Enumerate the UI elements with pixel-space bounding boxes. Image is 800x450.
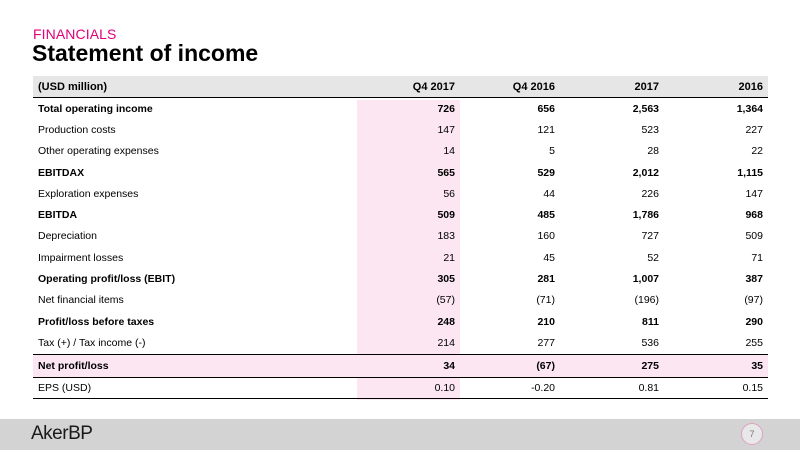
cell-2016: 509 [745, 230, 763, 243]
cell-2016: 1,115 [737, 166, 763, 179]
cell-2016: 1,364 [736, 102, 763, 115]
cell-q4-2017: 34 [443, 359, 455, 372]
page-title: Statement of income [32, 40, 259, 66]
cell-q4-2016: 44 [543, 187, 555, 200]
cell-q4-2017: 214 [437, 336, 455, 349]
table-body [33, 98, 768, 399]
cell-q4-2016: -0.20 [531, 381, 555, 394]
cell-2016: 227 [745, 123, 763, 136]
row-label: Tax (+) / Tax income (-) [38, 336, 146, 349]
row-label: EBITDAX [38, 166, 85, 179]
cell-2017: 811 [642, 315, 659, 328]
cell-2017: 1,786 [632, 209, 659, 222]
cell-2017: 727 [641, 230, 659, 243]
cell-2016: 290 [745, 315, 763, 328]
cell-q4-2016: 485 [537, 209, 555, 222]
row-label: Other operating expenses [38, 145, 159, 158]
row-label: Net financial items [38, 294, 124, 307]
cell-q4-2016: 277 [537, 336, 555, 349]
akerbp-logo [31, 423, 92, 445]
row-label: EBITDA [38, 209, 78, 222]
column-header-2016: 2016 [738, 80, 763, 93]
column-header-q4-2017: Q4 2017 [412, 80, 455, 93]
table-row [33, 98, 768, 119]
table-header-row [33, 76, 768, 98]
table-row [33, 290, 768, 311]
cell-2016: 147 [745, 187, 763, 200]
cell-2016: 387 [745, 273, 763, 286]
cell-q4-2017: 509 [437, 209, 455, 222]
cell-q4-2016: 121 [537, 123, 555, 136]
page-number-badge: 7 [741, 423, 763, 445]
cell-q4-2016: 210 [537, 315, 555, 328]
column-header-q4-2016: Q4 2016 [512, 80, 555, 93]
cell-2017: 523 [641, 123, 659, 136]
logo-aker-text: Aker [31, 423, 69, 444]
table-row [33, 119, 768, 140]
table-row [33, 247, 768, 268]
section-kicker: FINANCIALS [33, 26, 117, 42]
table-row [33, 226, 768, 247]
cell-2016: 0.15 [742, 381, 763, 394]
row-label: EPS (USD) [38, 381, 92, 394]
cell-q4-2017: 21 [443, 251, 455, 264]
table-row [33, 162, 768, 183]
row-label: Exploration expenses [38, 187, 139, 200]
cell-2017: 275 [641, 359, 659, 372]
cell-2017: 536 [641, 336, 659, 349]
cell-q4-2016: 5 [549, 145, 555, 158]
cell-q4-2017: 305 [437, 273, 455, 286]
cell-2017: (196) [634, 294, 659, 307]
cell-2017: 2,012 [632, 166, 659, 179]
table-row [33, 332, 768, 353]
cell-q4-2016: 160 [537, 230, 555, 243]
column-header-2017: 2017 [634, 80, 659, 93]
row-label: Net profit/loss [38, 359, 109, 372]
cell-2016: 22 [751, 145, 763, 158]
cell-2017: 1,007 [632, 273, 659, 286]
row-label: Profit/loss before taxes [38, 315, 155, 328]
cell-q4-2017: 565 [437, 166, 455, 179]
row-label: Production costs [38, 123, 116, 136]
cell-2016: (97) [744, 294, 763, 307]
cell-2017: 2,563 [632, 102, 659, 115]
table-row [33, 311, 768, 332]
cell-q4-2017: 14 [443, 145, 455, 158]
table-row [33, 354, 768, 378]
cell-2017: 226 [641, 187, 659, 200]
column-header-label: (USD million) [38, 80, 108, 93]
cell-q4-2017: 248 [437, 315, 455, 328]
row-label: Depreciation [38, 230, 97, 243]
cell-2016: 255 [745, 336, 763, 349]
cell-q4-2016: 656 [537, 102, 555, 115]
cell-q4-2017: 56 [443, 187, 455, 200]
table-row [33, 268, 768, 289]
cell-q4-2017: (57) [436, 294, 455, 307]
cell-q4-2016: 281 [537, 273, 555, 286]
cell-q4-2017: 726 [437, 102, 455, 115]
table-row [33, 183, 768, 204]
row-label: Impairment losses [38, 251, 124, 264]
table-row [33, 141, 768, 162]
cell-q4-2016: (71) [536, 294, 555, 307]
cell-q4-2017: 183 [437, 230, 455, 243]
cell-q4-2016: 45 [543, 251, 555, 264]
cell-q4-2016: 529 [537, 166, 555, 179]
cell-q4-2017: 147 [437, 123, 455, 136]
cell-2016: 35 [751, 359, 763, 372]
cell-q4-2017: 0.10 [434, 381, 455, 394]
cell-2017: 0.81 [638, 381, 659, 394]
logo-bp-text: BP [68, 423, 93, 444]
row-label: Operating profit/loss (EBIT) [38, 273, 176, 286]
cell-q4-2016: (67) [536, 359, 555, 372]
cell-2016: 968 [745, 209, 763, 222]
cell-2017: 52 [647, 251, 659, 264]
table-row [33, 378, 768, 399]
cell-2017: 28 [647, 145, 659, 158]
footer-bar [0, 419, 800, 450]
cell-2016: 71 [751, 251, 763, 264]
row-label: Total operating income [38, 102, 153, 115]
income-statement-table [33, 76, 768, 399]
table-row [33, 204, 768, 225]
